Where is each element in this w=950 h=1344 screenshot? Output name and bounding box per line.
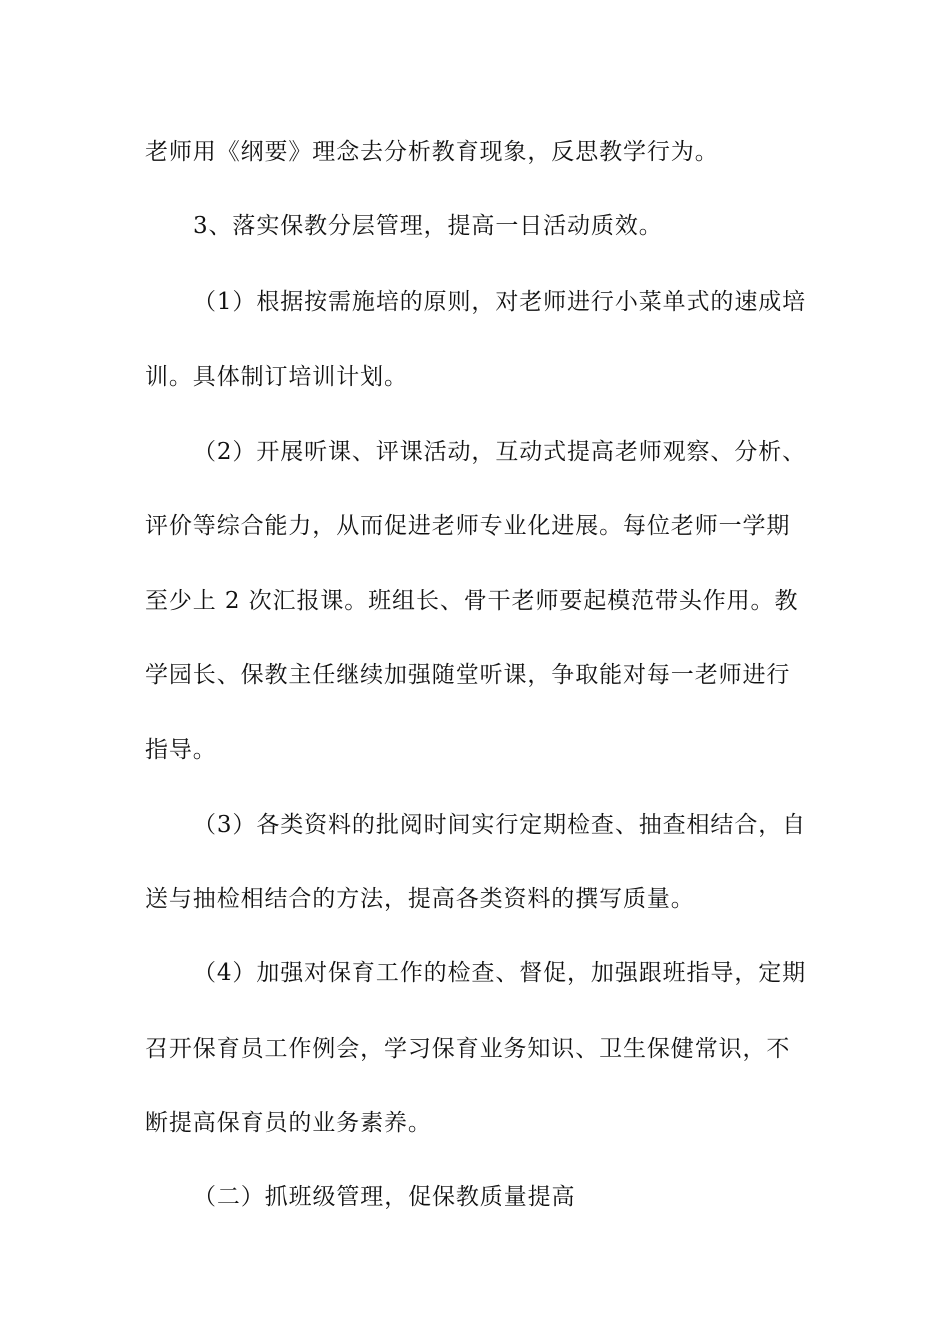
section-heading: （二）抓班级管理，促保教质量提高: [193, 1184, 576, 1210]
text-line: （4）加强对保育工作的检查、督促，加强跟班指导，定期: [193, 960, 807, 986]
text-line: （1）根据按需施培的原则，对老师进行小菜单式的速成培: [193, 289, 807, 315]
text-line: 至少上 2 次汇报课。班组长、骨干老师要起模范带头作用。教: [145, 588, 799, 614]
text-line: 老师用《纲要》理念去分析教育现象，反思教学行为。: [145, 139, 719, 165]
text-line: （2）开展听课、评课活动，互动式提高老师观察、分析、: [193, 439, 807, 465]
text-line: 评价等综合能力，从而促进老师专业化进展。每位老师一学期: [145, 513, 791, 539]
text-line: （3）各类资料的批阅时间实行定期检查、抽查相结合，自: [193, 812, 807, 838]
section-heading: 3、落实保教分层管理，提高一日活动质效。: [193, 213, 663, 239]
text-line: 断提高保育员的业务素养。: [145, 1110, 432, 1136]
text-line: 训。具体制订培训计划。: [145, 364, 408, 390]
text-line: 学园长、保教主任继续加强随堂听课，争取能对每一老师进行: [145, 662, 791, 688]
text-line: 送与抽检相结合的方法，提高各类资料的撰写质量。: [145, 886, 695, 912]
text-line: 召开保育员工作例会，学习保育业务知识、卫生保健常识，不: [145, 1036, 791, 1062]
text-line: 指导。: [145, 737, 217, 763]
